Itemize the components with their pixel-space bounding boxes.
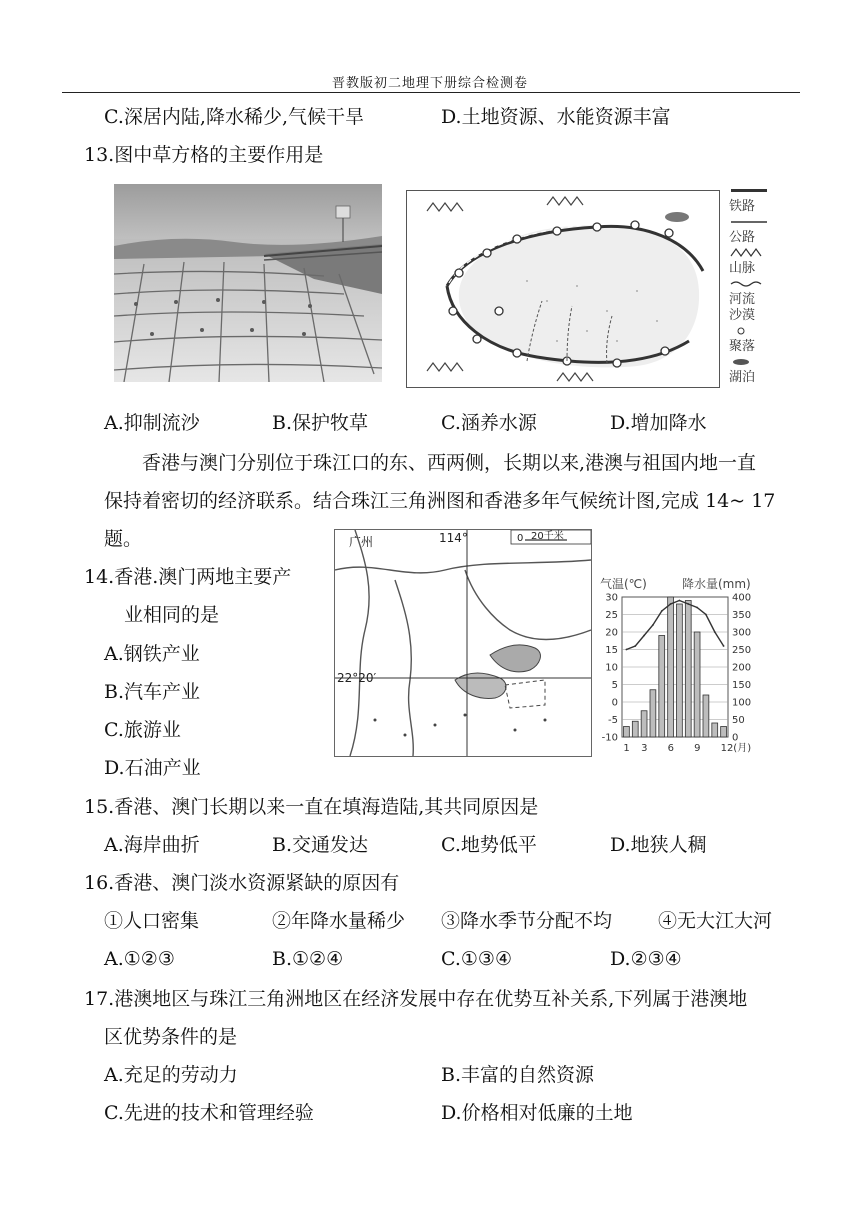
mountain-legend-icon (729, 247, 769, 257)
precip-bar-11 (712, 723, 718, 737)
temp-tick-label: 0 (611, 697, 618, 709)
road-legend-icon (729, 218, 769, 226)
temp-tick-label: 10 (605, 662, 618, 674)
pearl-river-delta-map (334, 529, 592, 757)
q14-option-c[interactable]: C.旅游业 (104, 719, 181, 741)
temperature-point-4 (652, 624, 654, 626)
precip-tick-label: 100 (732, 697, 752, 709)
precip-bar-3 (641, 711, 647, 737)
map-scale-zero: 0 (517, 533, 524, 544)
precip-tick-label: 150 (732, 680, 752, 691)
precip-tick-label: 350 (732, 610, 752, 621)
precip-tick-label: 200 (732, 662, 752, 674)
q15-option-b[interactable]: B.交通发达 (272, 834, 369, 856)
q17-stem-line-2: 区优势条件的是 (104, 1026, 238, 1048)
railway-legend-icon (729, 185, 769, 195)
temp-tick-label: 20 (605, 627, 618, 639)
map-city-guangzhou: 广州 (349, 535, 374, 549)
map-longitude-label: 114° (439, 531, 468, 545)
temperature-point-6 (670, 603, 672, 605)
q16-item-2: ②年降水量稀少 (272, 910, 406, 932)
month-tick-label: 3 (641, 743, 648, 753)
temperature-point-1 (626, 649, 628, 651)
grass-grid-photo (114, 184, 382, 382)
q16-option-d[interactable]: D.②③④ (610, 948, 682, 970)
temp-tick-label: -10 (601, 732, 618, 744)
q12-option-d[interactable]: D.土地资源、水能资源丰富 (441, 106, 671, 128)
precip-tick-label: 50 (732, 715, 745, 726)
map-scale-label: 20千米 (531, 531, 564, 542)
q17-stem-line-1: 17.港澳地区与珠江三角洲地区在经济发展中存在优势互补关系,下列属于港澳地 (84, 988, 748, 1010)
legend-railway: 铁路 (729, 199, 756, 214)
legend-lake: 湖泊 (729, 370, 756, 385)
temperature-point-11 (714, 631, 716, 633)
river-legend-icon (729, 280, 769, 288)
q17-option-b[interactable]: B.丰富的自然资源 (441, 1064, 595, 1086)
q13-option-d[interactable]: D.增加降水 (610, 412, 707, 434)
passage-line-1: 香港与澳门分别位于珠江口的东、西两侧，长期以来,港澳与祖国内地一直 (142, 452, 757, 474)
temperature-point-9 (696, 607, 698, 609)
temp-tick-label: 5 (611, 680, 618, 691)
precip-tick-label: 0 (732, 732, 739, 744)
temperature-point-3 (643, 635, 645, 637)
q17-option-d[interactable]: D.价格相对低廉的土地 (441, 1102, 633, 1124)
passage-line-3: 题。 (104, 528, 143, 550)
temp-tick-label: 30 (605, 592, 618, 604)
precip-bar-10 (703, 695, 709, 737)
q13-stem: 13.图中草方格的主要作用是 (84, 144, 324, 166)
precip-bar-12 (721, 727, 727, 738)
precip-bar-5 (659, 636, 665, 738)
map-latitude-label: 22°20′ (337, 671, 377, 685)
precip-tick-label: 250 (732, 645, 752, 656)
legend-mountain: 山脉 (729, 261, 756, 276)
q15-option-a[interactable]: A.海岸曲折 (104, 834, 200, 856)
precip-tick-label: 300 (732, 627, 752, 639)
lake-legend-icon (729, 358, 769, 366)
month-tick-label: 6 (667, 743, 674, 753)
q15-option-d[interactable]: D.地狭人稠 (610, 834, 707, 856)
map-legend (729, 184, 769, 384)
month-tick-label: 9 (694, 743, 701, 753)
temperature-line (626, 601, 723, 650)
temp-tick-label: 15 (605, 645, 618, 656)
temperature-point-8 (687, 603, 689, 605)
q16-stem: 16.香港、澳门淡水资源紧缺的原因有 (84, 872, 400, 894)
q14-stem-line-2: 业相同的是 (124, 604, 220, 626)
month-tick-label: 12(月) (720, 743, 752, 753)
q13-option-c[interactable]: C.涵养水源 (441, 412, 537, 434)
precip-bar-2 (632, 721, 638, 737)
precip-bar-1 (624, 727, 630, 738)
q12-option-c[interactable]: C.深居内陆,降水稀少,气候干旱 (104, 106, 364, 128)
precip-bar-8 (685, 601, 691, 738)
q15-option-c[interactable]: C.地势低平 (441, 834, 537, 856)
q14-option-a[interactable]: A.钢铁产业 (104, 643, 200, 665)
q13-option-b[interactable]: B.保护牧草 (272, 412, 369, 434)
precip-bar-9 (694, 632, 700, 737)
legend-settlement: 聚落 (729, 339, 756, 354)
q16-option-b[interactable]: B.①②④ (272, 948, 344, 970)
month-tick-label: 1 (623, 743, 630, 753)
page-header-title: 晋教版初二地理下册综合检测卷 (331, 76, 528, 91)
q16-item-4: ④无大江大河 (658, 910, 773, 932)
precip-tick-label: 400 (732, 592, 752, 604)
header-rule (62, 92, 800, 93)
q15-stem: 15.香港、澳门长期以来一直在填海造陆,其共同原因是 (84, 796, 539, 818)
q17-option-c[interactable]: C.先进的技术和管理经验 (104, 1102, 314, 1124)
temp-tick-label: 25 (605, 610, 618, 621)
temperature-point-7 (679, 600, 681, 602)
passage-line-2: 保持着密切的经济联系。结合珠江三角洲图和香港多年气候统计图,完成 14~ 17 (104, 490, 776, 512)
basin-map (406, 190, 720, 388)
temperature-point-5 (661, 610, 663, 612)
legend-road: 公路 (729, 230, 756, 245)
q17-option-a[interactable]: A.充足的劳动力 (104, 1064, 238, 1086)
legend-river: 河流 (729, 292, 756, 307)
q14-stem-line-1: 14.香港.澳门两地主要产 (84, 566, 292, 588)
precip-axis-title: 降水量(mm) (682, 577, 751, 591)
q16-option-a[interactable]: A.①②③ (104, 948, 175, 970)
temp-axis-title: 气温(℃) (600, 577, 647, 591)
q16-option-c[interactable]: C.①③④ (441, 948, 512, 970)
settlement-legend-icon (729, 327, 769, 335)
q14-option-b[interactable]: B.汽车产业 (104, 681, 201, 703)
temperature-point-2 (634, 645, 636, 647)
temp-tick-label: -5 (608, 715, 618, 726)
temperature-point-10 (705, 614, 707, 616)
legend-desert: 沙漠 (729, 308, 756, 323)
precip-bar-7 (677, 604, 683, 737)
climate-chart (596, 575, 776, 753)
q13-option-a[interactable]: A.抑制流沙 (104, 412, 200, 434)
q14-option-d[interactable]: D.石油产业 (104, 757, 201, 779)
q16-item-3: ③降水季节分配不均 (441, 910, 613, 932)
q16-item-1: ①人口密集 (104, 910, 200, 932)
precip-bar-4 (650, 690, 656, 737)
temperature-point-12 (723, 645, 725, 647)
precip-bar-6 (668, 597, 674, 737)
